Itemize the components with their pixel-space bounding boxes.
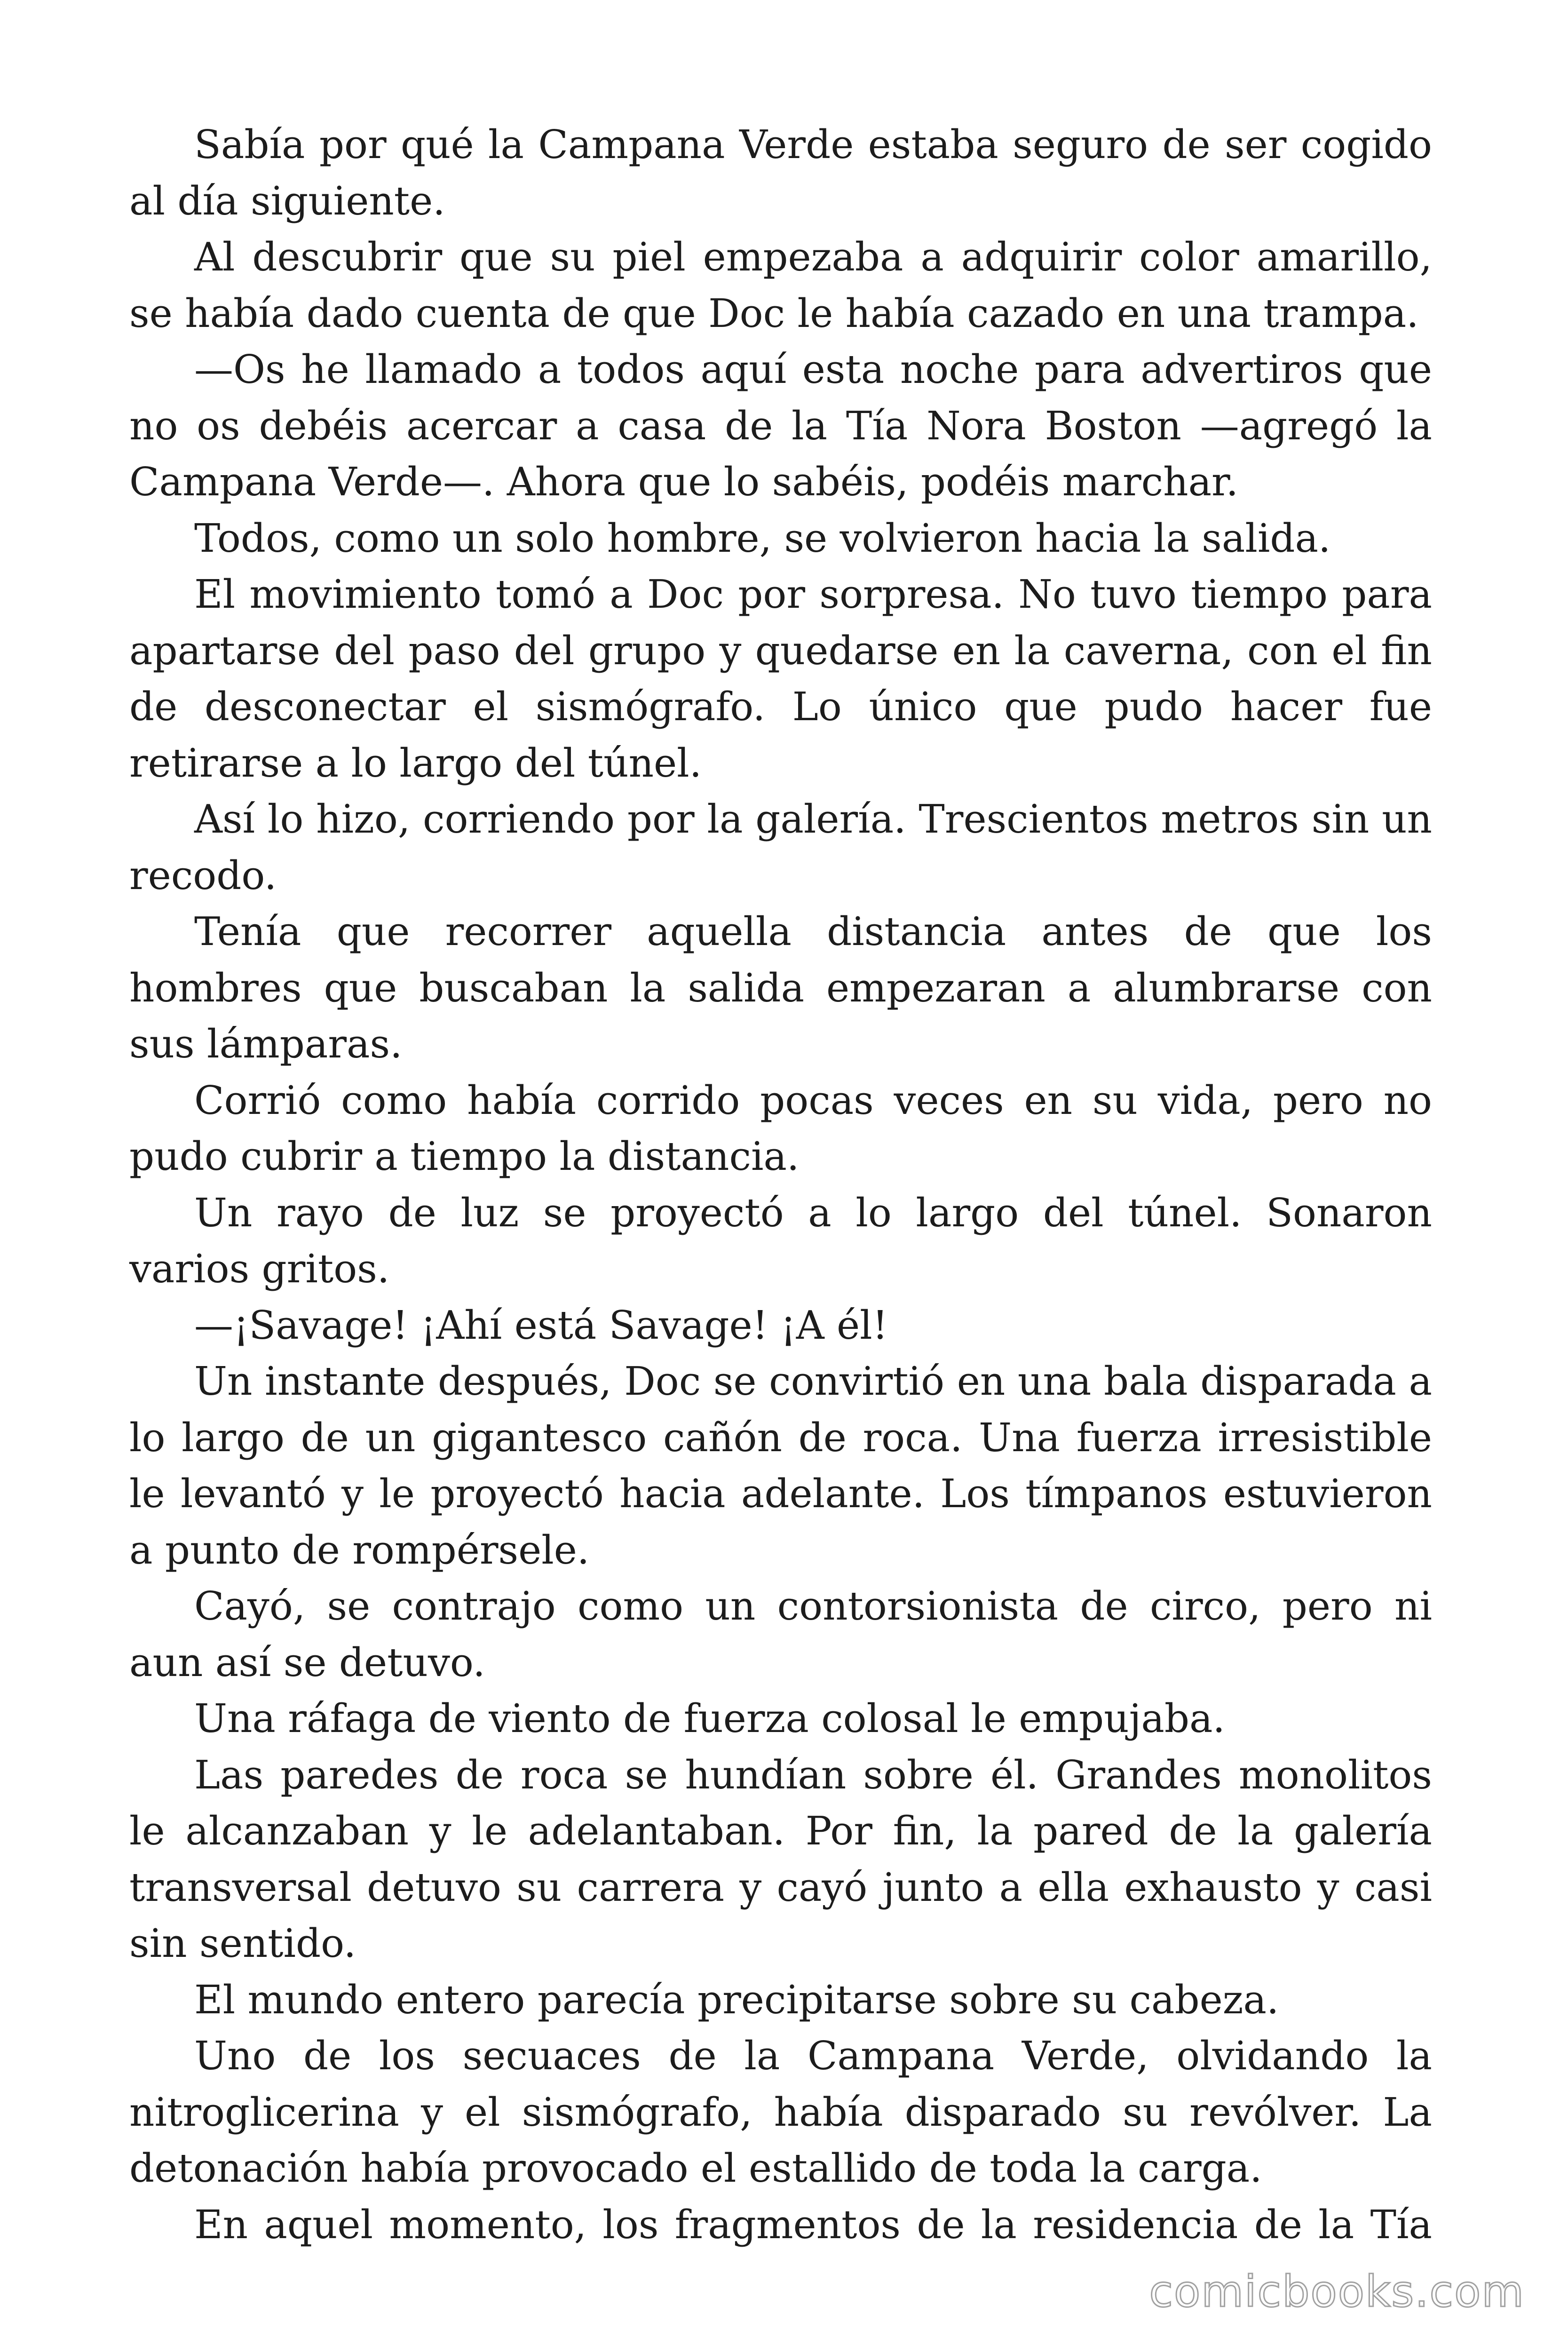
paragraph: Un rayo de luz se proyectó a lo largo del túnel. Sonaron varios gritos. xyxy=(129,1190,1432,1292)
paragraph: Un instante después, Doc se convirtió en una bala disparada a lo largo de un gigantesco cañón de roca. Una fuerza irresistible le levantó y le proyectó hacia adelante. Los tímpanos estuvieron a punto de rompérsele. xyxy=(129,1359,1432,1573)
paragraph: Corrió como había corrido pocas veces en su vida, pero no pudo cubrir a tiempo la distancia. xyxy=(129,1077,1432,1179)
paragraph: Una ráfaga de viento de fuerza colosal le empujaba. xyxy=(194,1696,1225,1741)
body-text xyxy=(129,117,1432,2253)
paragraph: El mundo entero parecía precipitarse sobre su cabeza. xyxy=(194,1977,1279,2023)
paragraph: Tenía que recorrer aquella distancia antes de que los hombres que buscaban la salida empezaran a alumbrarse con sus lámparas. xyxy=(129,909,1432,1067)
paragraph: —Os he llamado a todos aquí esta noche para advertiros que no os debéis acercar a casa de la Tía Nora Boston —agregó la Campana Verde—. Ahora que lo sabéis, podéis marchar. xyxy=(129,347,1432,505)
paragraph: El movimiento tomó a Doc por sorpresa. No tuvo tiempo para apartarse del paso del grupo y quedarse en la caverna, con el fin de desconectar el sismógrafo. Lo único que pudo hacer fue retirarse a lo largo del túnel. xyxy=(129,572,1432,786)
paragraph-last: En aquel momento, los fragmentos de la residencia de la Tía xyxy=(194,2201,1432,2248)
paragraph: Cayó, se contrajo como un contorsionista de circo, pero ni aun así se detuvo. xyxy=(129,1583,1432,1685)
paragraph: Todos, como un solo hombre, se volvieron hacia la salida. xyxy=(194,515,1331,561)
paragraph: Uno de los secuaces de la Campana Verde, olvidando la nitroglicerina y el sismógrafo, había disparado su revólver. La detonación había provocado el estallido de toda la carga. xyxy=(129,2033,1432,2191)
paragraph: Al descubrir que su piel empezaba a adquirir color amarillo, se había dado cuenta de que Doc le había cazado en una trampa. xyxy=(129,234,1432,336)
watermark: comicbooks.com xyxy=(1149,2266,1525,2317)
paragraph: —¡Savage! ¡Ahí está Savage! ¡A él! xyxy=(194,1302,888,1348)
paragraph: Las paredes de roca se hundían sobre él. Grandes monolitos le alcanzaban y le adelantaban. Por fin, la pared de la galería transversal detuvo su carrera y cayó junto a ella exhausto y casi sin sentido. xyxy=(129,1752,1432,1966)
paragraph: Sabía por qué la Campana Verde estaba seguro de ser cogido al día siguiente. xyxy=(129,122,1432,224)
paragraph: Así lo hizo, corriendo por la galería. Trescientos metros sin un recodo. xyxy=(129,796,1432,898)
